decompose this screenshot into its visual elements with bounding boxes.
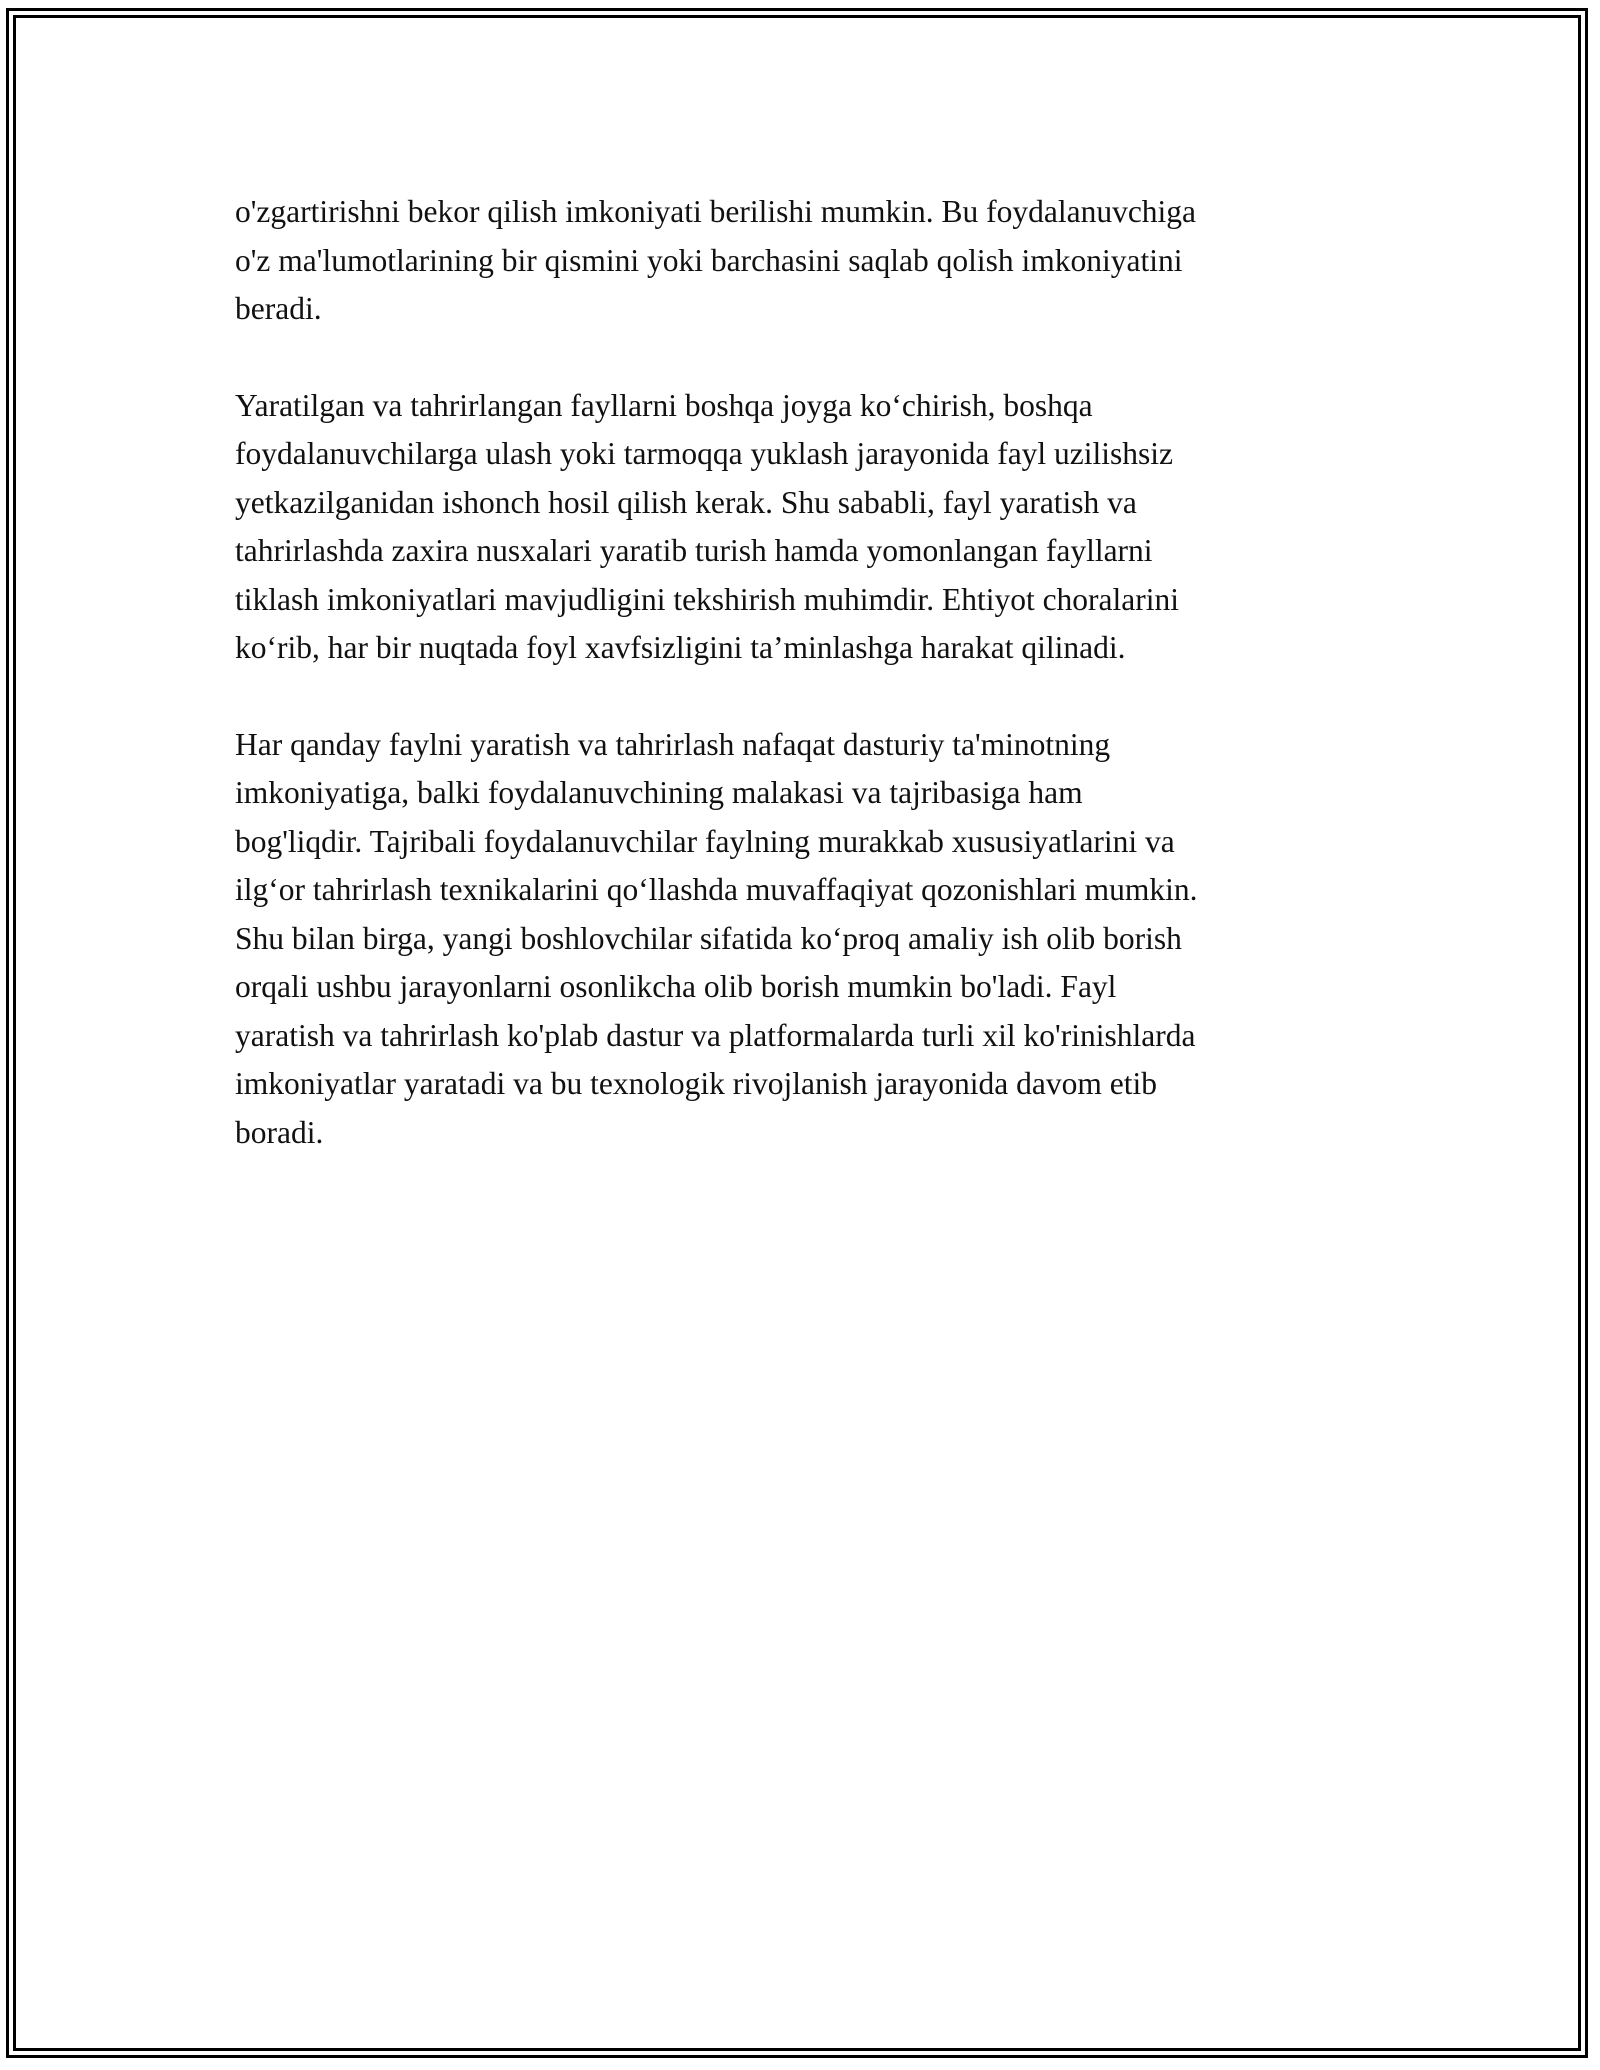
- paragraph-line: tahrirlashda zaxira nusxalari yaratib turish hamda yomonlangan fayllarni: [235, 533, 1153, 568]
- paragraph-line: yaratish va tahrirlash ko'plab dastur va platformalarda turli xil ko'rinishlarda: [235, 1017, 1196, 1053]
- paragraph-3: [235, 721, 1370, 1158]
- paragraph-line: o'z ma'lumotlarining bir qismini yoki barchasini saqlab qolish imkoniyatini: [235, 242, 1183, 278]
- paragraph-line: tiklash imkoniyatlari mavjudligini tekshirish muhimdir. Ehtiyot choralarini: [235, 581, 1180, 617]
- paragraph-line: imkoniyatiga, balki foydalanuvchining malakasi va tajribasiga ham: [235, 775, 1083, 810]
- paragraph-2: [235, 382, 1370, 673]
- paragraph-line: Yaratilgan va tahrirlangan fayllarni boshqa joyga ko‘chirish, boshqa: [235, 387, 1093, 423]
- paragraph-line: imkoniyatlar yaratadi va bu texnologik rivojlanish jarayonida davom etib: [235, 1066, 1158, 1101]
- paragraph-line: o'zgartirishni bekor qilish imkoniyati berilishi mumkin. Bu foydalanuvchiga: [235, 194, 1197, 229]
- paragraph-line: yetkazilganidan ishonch hosil qilish kerak. Shu sababli, fayl yaratish va: [235, 484, 1137, 520]
- paragraph-line: Shu bilan birga, yangi boshlovchilar sifatida ko‘proq amaliy ish olib borish: [235, 920, 1182, 956]
- paragraph-1: [235, 188, 1370, 334]
- paragraph-line: bog'liqdir. Tajribali foydalanuvchilar faylning murakkab xususiyatlarini va: [235, 823, 1175, 859]
- paragraph-line: foydalanuvchilarga ulash yoki tarmoqqa yuklash jarayonida fayl uzilishsiz: [235, 436, 1174, 471]
- paragraph-line: ko‘rib, har bir nuqtada foyl xavfsizligini ta’minlashga harakat qilinadi.: [235, 630, 1126, 665]
- paragraph-line: beradi.: [235, 291, 322, 326]
- paragraph-line: boradi.: [235, 1114, 324, 1150]
- paragraph-line: Har qanday faylni yaratish va tahrirlash nafaqat dasturiy ta'minotning: [235, 726, 1111, 762]
- paragraph-line: orqali ushbu jarayonlarni osonlikcha olib borish mumkin bo'ladi. Fayl: [235, 969, 1117, 1004]
- document-body: [235, 188, 1370, 1205]
- paragraph-line: ilg‘or tahrirlash texnikalarini qo‘llashda muvaffaqiyat qozonishlari mumkin.: [235, 872, 1198, 907]
